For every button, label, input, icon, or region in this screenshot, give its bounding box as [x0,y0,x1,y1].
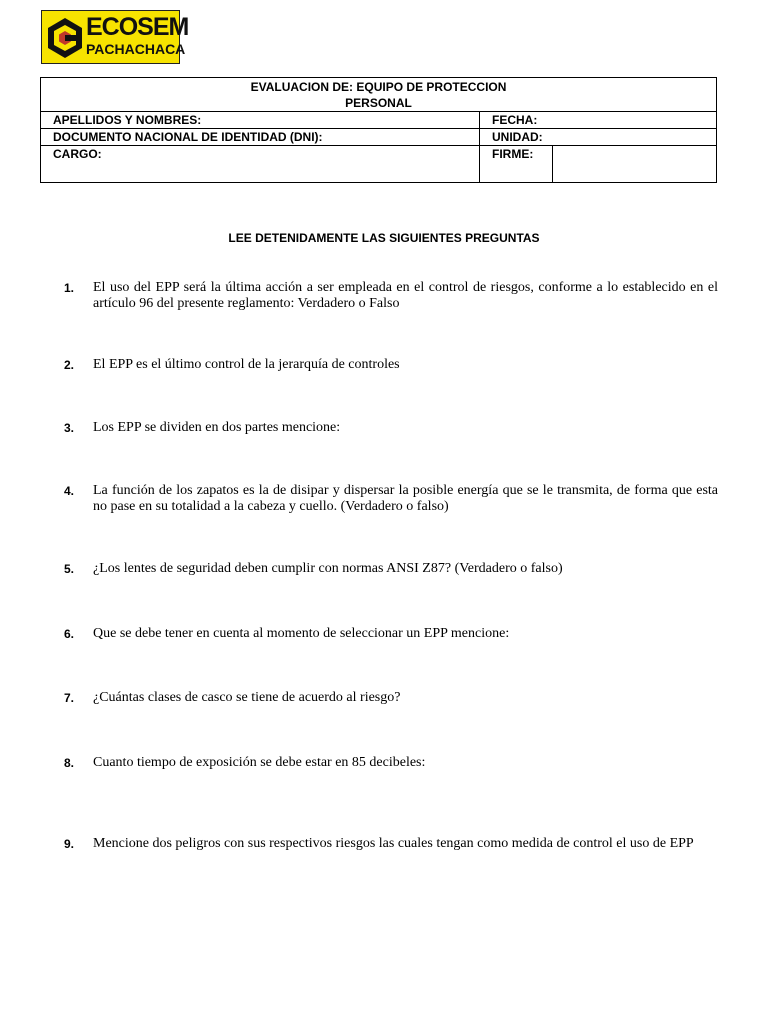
question-text: El uso del EPP será la última acción a ser empleada en el control de riesgos, conforme a lo establecido en el artículo 96 del presente reglamento: Verdadero o Falso [93,280,718,311]
question-number: 8. [64,756,75,770]
question-number: 4. [64,484,75,498]
question-item [64,690,718,706]
logo-text-pachachaca: PACHACHACA [86,41,186,57]
question-text: Que se debe tener en cuenta al momento de seleccionar un EPP mencione: [93,626,510,641]
fecha-field[interactable]: FECHA: [480,112,717,129]
question-text: Los EPP se dividen en dos partes mencione: [93,420,341,435]
question-text: El EPP es el último control de la jerarquía de controles [93,357,400,372]
hexagon-logo-icon [46,17,84,59]
question-item [64,561,718,577]
dni-field[interactable]: DOCUMENTO NACIONAL DE IDENTIDAD (DNI): [41,129,480,146]
firme-label: FIRME: [480,146,553,183]
question-number: 1. [64,281,75,295]
question-number: 2. [64,358,75,372]
question-number: 6. [64,627,75,641]
question-item [64,836,718,852]
signature-box[interactable] [553,146,717,183]
evaluation-header-table [40,77,717,183]
question-item [64,280,718,312]
unidad-field[interactable]: UNIDAD: [480,129,717,146]
question-text: ¿Cuántas clases de casco se tiene de acuerdo al riesgo? [93,690,401,705]
question-item [64,483,718,515]
question-text: ¿Los lentes de seguridad deben cumplir con normas ANSI Z87? (Verdadero o falso) [93,561,563,576]
apellidos-field[interactable]: APELLIDOS Y NOMBRES: [41,112,480,129]
question-item [64,626,718,642]
question-item [64,755,718,771]
question-item [64,420,718,436]
logo-text-ecosem: ECOSEM [86,13,189,41]
question-text: Mencione dos peligros con sus respectivos riesgos las cuales tengan como medida de control el uso de EPP [93,836,694,851]
question-item [64,357,718,373]
question-text: La función de los zapatos es la de disipar y dispersar la posible energía que se le transmita, de forma que esta no pase en su totalidad a la cabeza y cuello. (Verdadero o falso) [93,483,718,514]
cargo-field[interactable]: CARGO: [41,146,480,183]
company-logo [41,10,189,64]
question-number: 3. [64,421,75,435]
question-number: 5. [64,562,75,576]
evaluation-title: EVALUACION DE: EQUIPO DE PROTECCION PERSONAL [41,78,717,112]
question-number: 9. [64,837,75,851]
question-text: Cuanto tiempo de exposición se debe estar en 85 decibeles: [93,755,426,770]
question-number: 7. [64,691,75,705]
instructions-heading: LEE DETENIDAMENTE LAS SIGUIENTES PREGUNTAS [228,231,540,245]
